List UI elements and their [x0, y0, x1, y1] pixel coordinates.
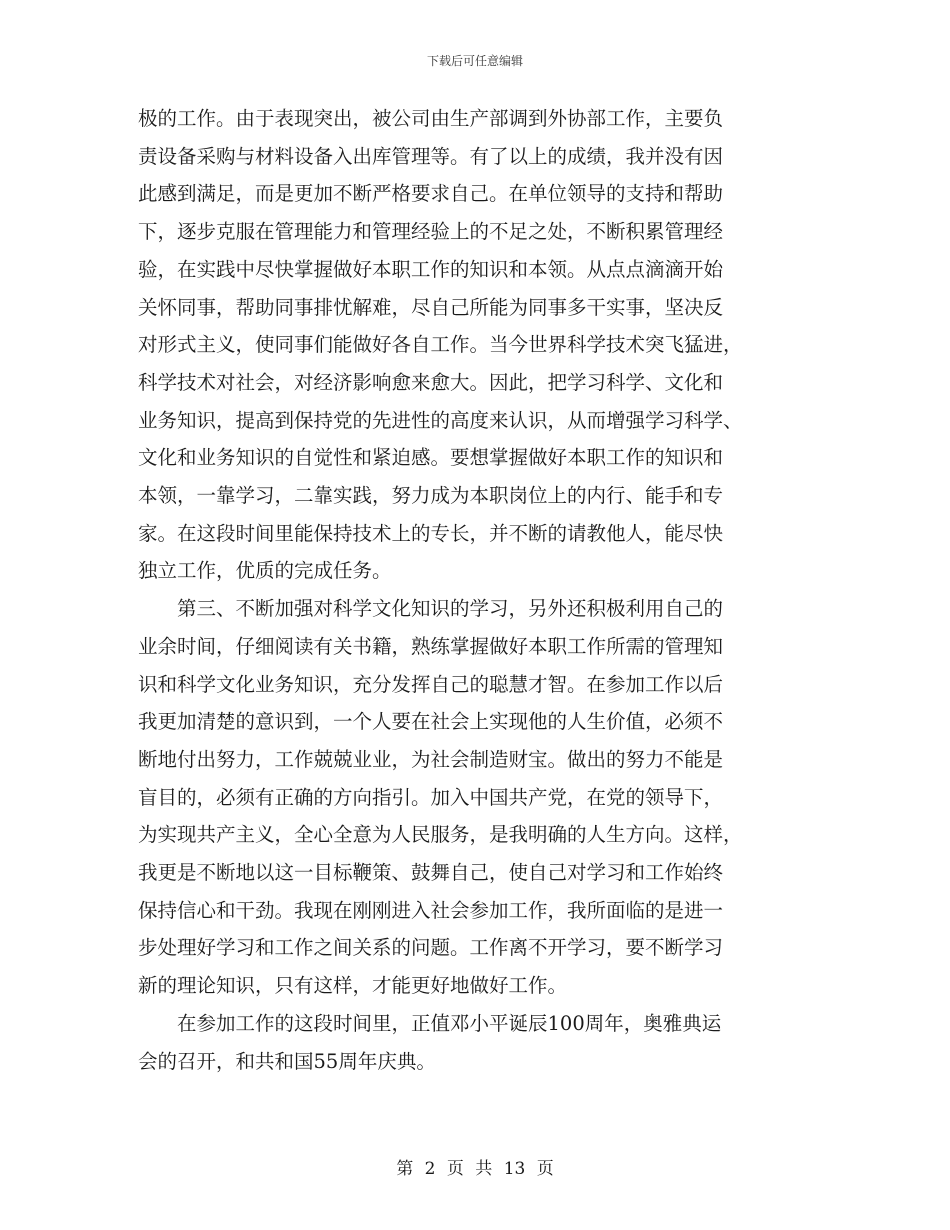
text-line: 第三、不断加强对科学文化知识的学习，另外还积极利用自己的 — [138, 597, 724, 621]
text-line: 极的工作。由于表现突出，被公司由生产部调到外协部工作，主要负 — [138, 107, 724, 130]
text-line: 保持信心和干劲。我现在刚刚进入社会参加工作，我所面临的是进一 — [138, 898, 724, 922]
text-line: 新的理论知识，只有这样，才能更好地做好工作。 — [138, 974, 568, 998]
text-line: 下，逐步克服在管理能力和管理经验上的不足之处，不断积累管理经 — [138, 220, 724, 244]
page-number-footer: 第 2 页 共 13 页 — [396, 1159, 554, 1179]
text-line: 对形式主义，使同事们能做好各自工作。当今世界科学技术突飞猛进， — [138, 333, 743, 357]
text-line: 业余时间，仔细阅读有关书籍，熟练掌握做好本职工作所需的管理知 — [138, 634, 724, 658]
text-line: 家。在这段时间里能保持技术上的专长，并不断的请教他人，能尽快 — [138, 521, 724, 545]
text-line: 我更加清楚的意识到，一个人要在社会上实现他的人生价值，必须不 — [138, 710, 724, 734]
text-line: 责设备采购与材料设备入出库管理等。有了以上的成绩，我并没有因 — [138, 144, 724, 168]
text-line: 科学技术对社会，对经济影响愈来愈大。因此，把学习科学、文化和 — [138, 370, 724, 394]
text-line: 为实现共产主义，全心全意为人民服务，是我明确的人生方向。这样， — [138, 823, 743, 847]
text-line: 在参加工作的这段时间里，正值邓小平诞辰100周年，奥雅典运 — [138, 1011, 722, 1035]
document-body — [138, 100, 818, 1080]
text-line: 独立工作，优质的完成任务。 — [138, 559, 392, 583]
page-header-note: 下载后可任意编辑 — [426, 54, 523, 68]
text-line: 识和科学文化业务知识，充分发挥自己的聪慧才智。在参加工作以后 — [138, 672, 724, 696]
text-line: 断地付出努力，工作兢兢业业，为社会制造财宝。做出的努力不能是 — [138, 747, 724, 771]
text-line: 验，在实践中尽快掌握做好本职工作的知识和本领。从点点滴滴开始 — [138, 257, 724, 281]
text-line: 文化和业务知识的自觉性和紧迫感。要想掌握做好本职工作的知识和 — [138, 446, 724, 470]
paragraph-1 — [138, 100, 818, 590]
text-line: 步处理好学习和工作之间关系的问题。工作离不开学习，要不断学习 — [138, 936, 724, 960]
text-line: 业务知识，提高到保持党的先进性的高度来认识，从而增强学习科学、 — [138, 408, 743, 432]
text-line: 本领，一靠学习，二靠实践，努力成为本职岗位上的内行、能手和专 — [138, 484, 724, 508]
text-line: 会的召开，和共和国55周年庆典。 — [138, 1049, 436, 1073]
text-line: 此感到满足，而是更加不断严格要求自己。在单位领导的支持和帮助 — [138, 182, 724, 206]
text-line: 盲目的，必须有正确的方向指引。加入中国共产党，在党的领导下， — [138, 785, 724, 809]
paragraph-3 — [138, 1005, 818, 1080]
text-line: 关怀同事，帮助同事排忧解难，尽自己所能为同事多干实事，坚决反 — [138, 295, 724, 319]
paragraph-2 — [138, 590, 818, 1005]
text-line: 我更是不断地以这一目标鞭策、鼓舞自己，使自己对学习和工作始终 — [138, 861, 724, 885]
